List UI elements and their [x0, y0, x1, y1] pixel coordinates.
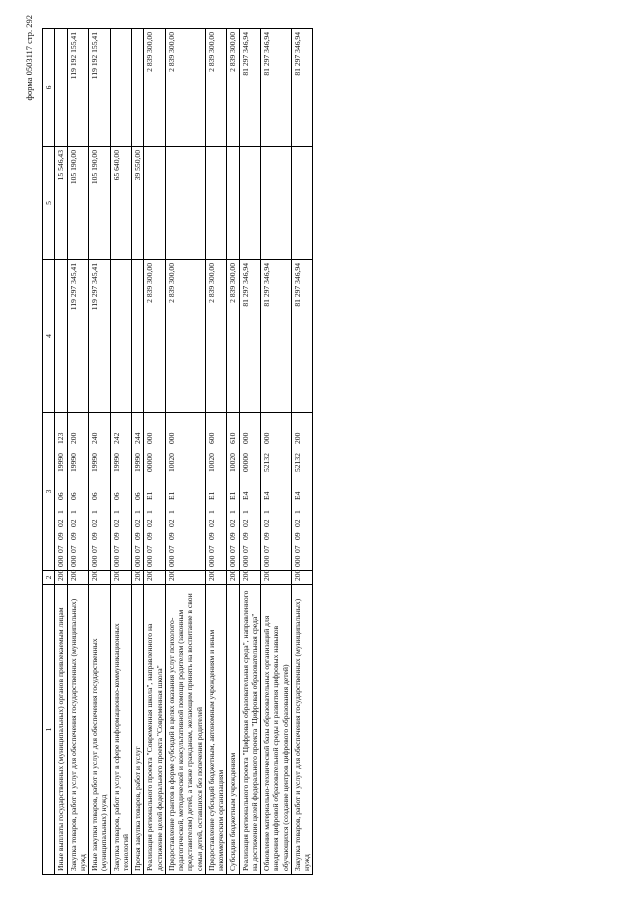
kbk-segment: 09 [166, 532, 176, 540]
row-unexecuted [55, 29, 67, 147]
kbk-segment: 07 [228, 545, 238, 553]
row-kbk-code [239, 413, 261, 571]
row-line-code: 200 [165, 571, 205, 585]
row-name: Реализация регионального проекта "Современная школа", направленного на достижение целей федерального проекта "Современная школа" [144, 585, 166, 875]
row-approved: 119 297 345,41 [89, 260, 111, 413]
row-approved [55, 260, 67, 413]
row-executed [261, 147, 292, 260]
kbk-segment: Е4 [262, 491, 271, 500]
kbk-segment: 09 [240, 532, 250, 540]
kbk-segment: Е1 [206, 491, 216, 500]
kbk-segment: 000 [133, 555, 142, 567]
kbk-segment: 07 [111, 545, 121, 553]
kbk-segment: 000 [166, 555, 176, 567]
row-approved: 2 839 300,00 [205, 260, 227, 413]
kbk-segment: 1 [228, 510, 238, 514]
table-row [261, 29, 292, 875]
kbk-segment: 07 [56, 545, 66, 553]
row-executed [165, 147, 205, 260]
row-executed: 39 550,00 [132, 147, 144, 260]
row-line-code: 200 [291, 571, 313, 585]
kbk-segment: 19990 [111, 453, 121, 472]
kbk-segment: 1 [68, 510, 78, 514]
row-name: Закупка товаров, работ и услуг для обеспечения государственных (муниципальных) нужд [291, 585, 313, 875]
table-row [239, 29, 261, 875]
kbk-segment: 07 [292, 545, 302, 553]
kbk-segment: 02 [166, 519, 176, 527]
kbk-segment: Е1 [228, 491, 238, 500]
kbk-segment: 02 [262, 519, 271, 527]
row-name: Закупка товаров, работ и услуг в сфере информационно-коммуникационных технологий [110, 585, 132, 875]
kbk-segment: 000 [262, 555, 271, 567]
row-line-code: 200 [261, 571, 292, 585]
table-row [55, 29, 67, 875]
kbk-segment: 09 [90, 532, 99, 540]
kbk-segment: Е4 [292, 491, 302, 500]
kbk-segment: 06 [56, 492, 66, 500]
row-executed [291, 147, 313, 260]
row-name: Прочая закупка товаров, работ и услуг [132, 585, 144, 875]
kbk-segment: 1 [166, 510, 176, 514]
row-unexecuted: 81 297 346,94 [239, 29, 261, 147]
kbk-segment: 06 [111, 492, 121, 500]
row-kbk-code [144, 413, 166, 571]
kbk-segment: 000 [145, 555, 155, 567]
row-name: Предоставление субсидий бюджетным, автономным учреждениям и иным некоммерческим организациям [205, 585, 227, 875]
row-line-code: 200 [144, 571, 166, 585]
row-approved: 2 839 300,00 [227, 260, 239, 413]
row-line-code: 200 [110, 571, 132, 585]
kbk-segment: 07 [133, 545, 142, 553]
kbk-segment: 10020 [166, 453, 176, 472]
kbk-segment: 07 [166, 545, 176, 553]
kbk-segment: 000 [292, 555, 302, 567]
row-name: Предоставление грантов в форме субсидий в целях оказания услуг психолого-педагогической, методической и консультативной помощи родителям (законным представителям) детей, а также гражданам, желающим принять на воспитание в свои семьи детей, оставшихся без попечения родителей [165, 585, 205, 875]
kbk-segment: 09 [133, 532, 142, 540]
row-executed: 105 190,00 [67, 147, 89, 260]
row-unexecuted: 2 839 300,00 [144, 29, 166, 147]
row-line-code: 200 [239, 571, 261, 585]
row-executed [205, 147, 227, 260]
row-approved: 119 297 345,41 [67, 260, 89, 413]
kbk-segment: Е1 [145, 491, 155, 500]
kbk-segment: 07 [68, 545, 78, 553]
kbk-segment: 000 [145, 432, 155, 444]
row-approved [132, 260, 144, 413]
kbk-segment: 06 [133, 492, 142, 500]
kbk-segment: 1 [90, 510, 99, 514]
kbk-segment: 244 [133, 432, 142, 444]
kbk-segment: 02 [145, 519, 155, 527]
kbk-segment: 10020 [206, 453, 216, 472]
row-unexecuted: 2 839 300,00 [205, 29, 227, 147]
kbk-segment: 09 [292, 532, 302, 540]
row-unexecuted: 2 839 300,00 [165, 29, 205, 147]
kbk-segment: 1 [56, 510, 66, 514]
table-row [67, 29, 89, 875]
kbk-segment: 000 [90, 555, 99, 567]
kbk-segment: 240 [90, 432, 99, 444]
kbk-segment: 1 [206, 510, 216, 514]
kbk-segment: 19990 [56, 453, 66, 472]
kbk-segment: 02 [90, 519, 99, 527]
kbk-segment: Е1 [166, 491, 176, 500]
kbk-segment: 19990 [133, 453, 142, 472]
row-line-code: 200 [89, 571, 111, 585]
table-row [227, 29, 239, 875]
row-executed: 15 546,43 [55, 147, 67, 260]
kbk-segment: 02 [206, 519, 216, 527]
kbk-segment: 07 [206, 545, 216, 553]
kbk-segment: 02 [68, 519, 78, 527]
row-line-code: 200 [55, 571, 67, 585]
row-line-code: 200 [67, 571, 89, 585]
kbk-segment: 1 [262, 510, 271, 514]
row-unexecuted: 81 297 346,94 [291, 29, 313, 147]
row-kbk-code [165, 413, 205, 571]
row-approved: 2 839 300,00 [165, 260, 205, 413]
kbk-segment: 1 [111, 510, 121, 514]
kbk-segment: 1 [240, 510, 250, 514]
row-kbk-code [110, 413, 132, 571]
kbk-segment: 52132 [292, 453, 302, 472]
col-header-3: 3 [43, 413, 55, 571]
kbk-segment: 1 [292, 510, 302, 514]
table-row [89, 29, 111, 875]
kbk-segment: 09 [262, 532, 271, 540]
row-executed [239, 147, 261, 260]
kbk-segment: 02 [133, 519, 142, 527]
kbk-segment: 02 [111, 519, 121, 527]
kbk-segment: 02 [56, 519, 66, 527]
row-line-code: 200 [227, 571, 239, 585]
kbk-segment: 02 [228, 519, 238, 527]
row-kbk-code [227, 413, 239, 571]
row-kbk-code [132, 413, 144, 571]
kbk-segment: 200 [68, 432, 78, 444]
row-unexecuted: 2 839 300,00 [227, 29, 239, 147]
row-name: Обновление материально-технической базы образовательных организаций для внедрения цифровой образовательной среды и развития цифровых навыков обучающихся (создание центров цифрового образования детей) [261, 585, 292, 875]
col-header-6: 6 [43, 29, 55, 147]
col-header-1: 1 [43, 585, 55, 875]
row-unexecuted: 119 192 155,41 [89, 29, 111, 147]
kbk-segment: 000 [68, 555, 78, 567]
row-executed [144, 147, 166, 260]
kbk-segment: 09 [206, 532, 216, 540]
row-kbk-code [67, 413, 89, 571]
row-approved: 81 297 346,94 [239, 260, 261, 413]
row-executed: 65 640,00 [110, 147, 132, 260]
kbk-segment: 000 [166, 432, 176, 444]
kbk-segment: 09 [228, 532, 238, 540]
row-name: Реализация регионального проекта "Цифровая образовательная среда", направленного на достижение целей федерального проекта "Цифровая образовательная среда" [239, 585, 261, 875]
row-kbk-code [89, 413, 111, 571]
kbk-segment: 09 [111, 532, 121, 540]
kbk-segment: 07 [145, 545, 155, 553]
kbk-segment: 10020 [228, 453, 238, 472]
row-approved: 2 839 300,00 [144, 260, 166, 413]
kbk-segment: 09 [68, 532, 78, 540]
row-unexecuted: 119 192 155,41 [67, 29, 89, 147]
kbk-segment: 000 [206, 555, 216, 567]
kbk-segment: 19990 [90, 453, 99, 472]
row-executed: 105 190,00 [89, 147, 111, 260]
kbk-segment: 610 [228, 432, 238, 444]
kbk-segment: 19990 [68, 453, 78, 472]
table-body [55, 29, 313, 875]
row-approved: 81 297 346,94 [261, 260, 292, 413]
col-header-5: 5 [43, 147, 55, 260]
row-name: Субсидии бюджетным учреждениям [227, 585, 239, 875]
row-executed [227, 147, 239, 260]
kbk-segment: 00000 [145, 453, 155, 472]
kbk-segment: 1 [133, 510, 142, 514]
kbk-segment: 07 [262, 545, 271, 553]
table-row [144, 29, 166, 875]
kbk-segment: 000 [111, 555, 121, 567]
row-kbk-code [291, 413, 313, 571]
row-approved: 81 297 346,94 [291, 260, 313, 413]
col-header-4: 4 [43, 260, 55, 413]
table-row [110, 29, 132, 875]
row-line-code: 200 [132, 571, 144, 585]
row-name: Иные выплаты государственных (муниципальных) органов привлекаемым лицам [55, 585, 67, 875]
kbk-segment: 00000 [240, 453, 250, 472]
kbk-segment: 07 [240, 545, 250, 553]
form-label: форма 0503117 стр. 292 [24, 15, 34, 101]
kbk-segment: 02 [240, 519, 250, 527]
row-kbk-code [55, 413, 67, 571]
kbk-segment: 06 [90, 492, 99, 500]
kbk-segment: 1 [145, 510, 155, 514]
budget-table [42, 28, 313, 875]
kbk-segment: 09 [56, 532, 66, 540]
row-unexecuted: 81 297 346,94 [261, 29, 292, 147]
table-header-row [43, 29, 55, 875]
row-unexecuted [132, 29, 144, 147]
table-row [165, 29, 205, 875]
row-kbk-code [261, 413, 292, 571]
table-row [132, 29, 144, 875]
kbk-segment: 000 [228, 555, 238, 567]
kbk-segment: 02 [292, 519, 302, 527]
row-unexecuted [110, 29, 132, 147]
kbk-segment: 000 [262, 432, 271, 444]
table-row [291, 29, 313, 875]
row-line-code: 200 [205, 571, 227, 585]
kbk-segment: 123 [56, 432, 66, 444]
kbk-segment: 000 [240, 432, 250, 444]
kbk-segment: 52132 [262, 453, 271, 472]
table-row [205, 29, 227, 875]
kbk-segment: 242 [111, 432, 121, 444]
kbk-segment: 07 [90, 545, 99, 553]
kbk-segment: 000 [56, 555, 66, 567]
kbk-segment: Е4 [240, 491, 250, 500]
kbk-segment: 200 [292, 432, 302, 444]
row-kbk-code [205, 413, 227, 571]
kbk-segment: 000 [240, 555, 250, 567]
kbk-segment: 06 [68, 492, 78, 500]
col-header-2: 2 [43, 571, 55, 585]
row-approved [110, 260, 132, 413]
row-name: Закупка товаров, работ и услуг для обеспечения государственных (муниципальных) нужд [67, 585, 89, 875]
row-name: Иные закупки товаров, работ и услуг для обеспечения государственных (муниципальных) нужд [89, 585, 111, 875]
kbk-segment: 09 [145, 532, 155, 540]
kbk-segment: 600 [206, 432, 216, 444]
